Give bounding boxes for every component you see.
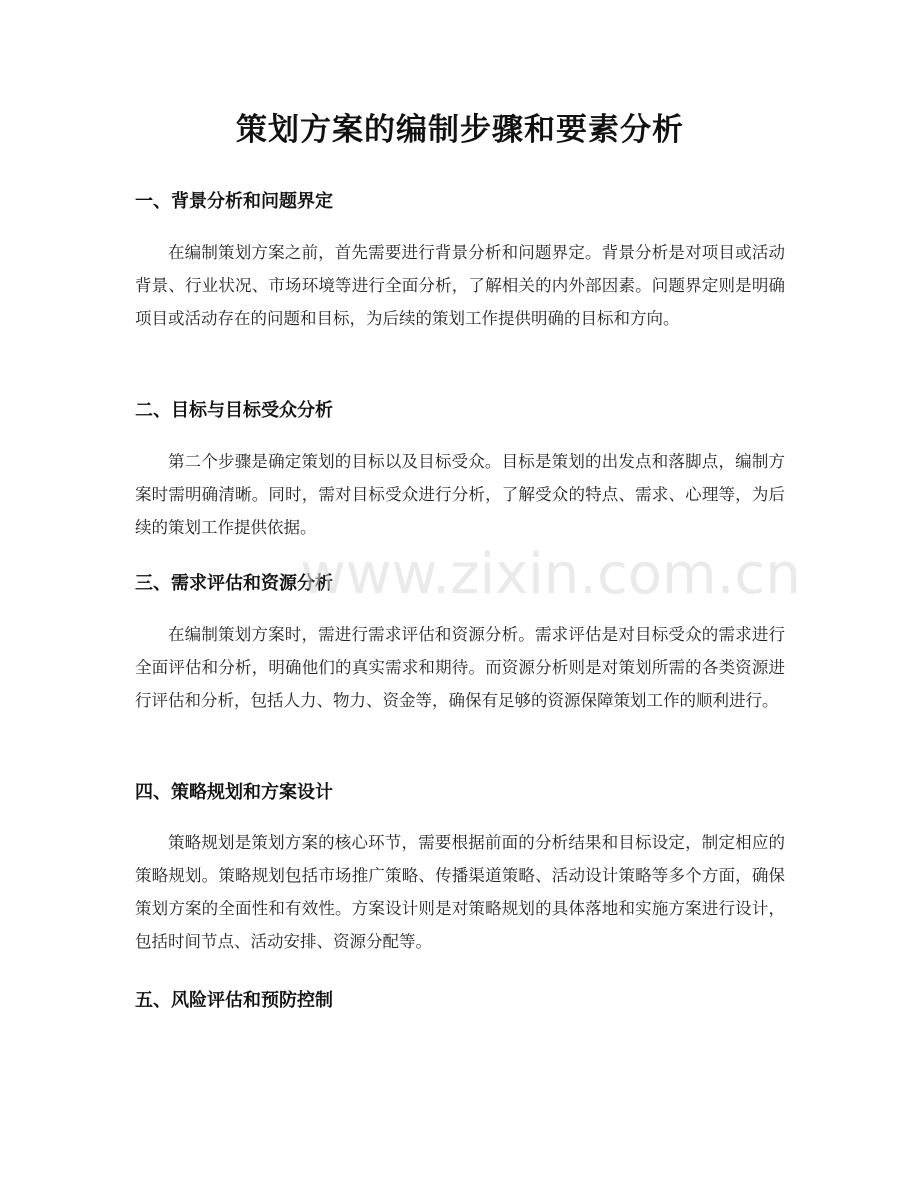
document-title: 策划方案的编制步骤和要素分析: [236, 112, 684, 148]
watermark-text: www.zixin.com.cn: [300, 542, 801, 607]
section-heading-2: 二、目标与目标受众分析: [135, 400, 333, 421]
section-heading-1: 一、背景分析和问题界定: [135, 191, 333, 212]
section-paragraph-2: 第二个步骤是确定策划的目标以及目标受众。目标是策划的出发点和落脚点，编制方案时需明确清晰。同时，需对目标受众进行分析，了解受众的特点、需求、心理等，为后续的策划工作提供依据。: [135, 452, 785, 537]
section-heading-5: 五、风险评估和预防控制: [135, 990, 333, 1011]
section-paragraph-3: 在编制策划方案时，需进行需求评估和资源分析。需求评估是对目标受众的需求进行全面评估和分析，明确他们的真实需求和期待。而资源分析则是对策划所需的各类资源进行评估和分析，包括人力、物力、资金等，确保有足够的资源保障策划工作的顺利进行。: [135, 625, 785, 710]
section-paragraph-1: 在编制策划方案之前，首先需要进行背景分析和问题界定。背景分析是对项目或活动背景、行业状况、市场环境等进行全面分析，了解相关的内外部因素。问题界定则是明确项目或活动存在的问题和目标，为后续的策划工作提供明确的目标和方向。: [135, 243, 785, 328]
section-heading-4: 四、策略规划和方案设计: [135, 782, 333, 803]
section-heading-3: 三、需求评估和资源分析: [135, 573, 333, 594]
section-paragraph-4: 策略规划是策划方案的核心环节，需要根据前面的分析结果和目标设定，制定相应的策略规划。策略规划包括市场推广策略、传播渠道策略、活动设计策略等多个方面，确保策划方案的全面性和有效性。方案设计则是对策略规划的具体落地和实施方案进行设计，包括时间节点、活动安排、资源分配等。: [135, 833, 785, 951]
